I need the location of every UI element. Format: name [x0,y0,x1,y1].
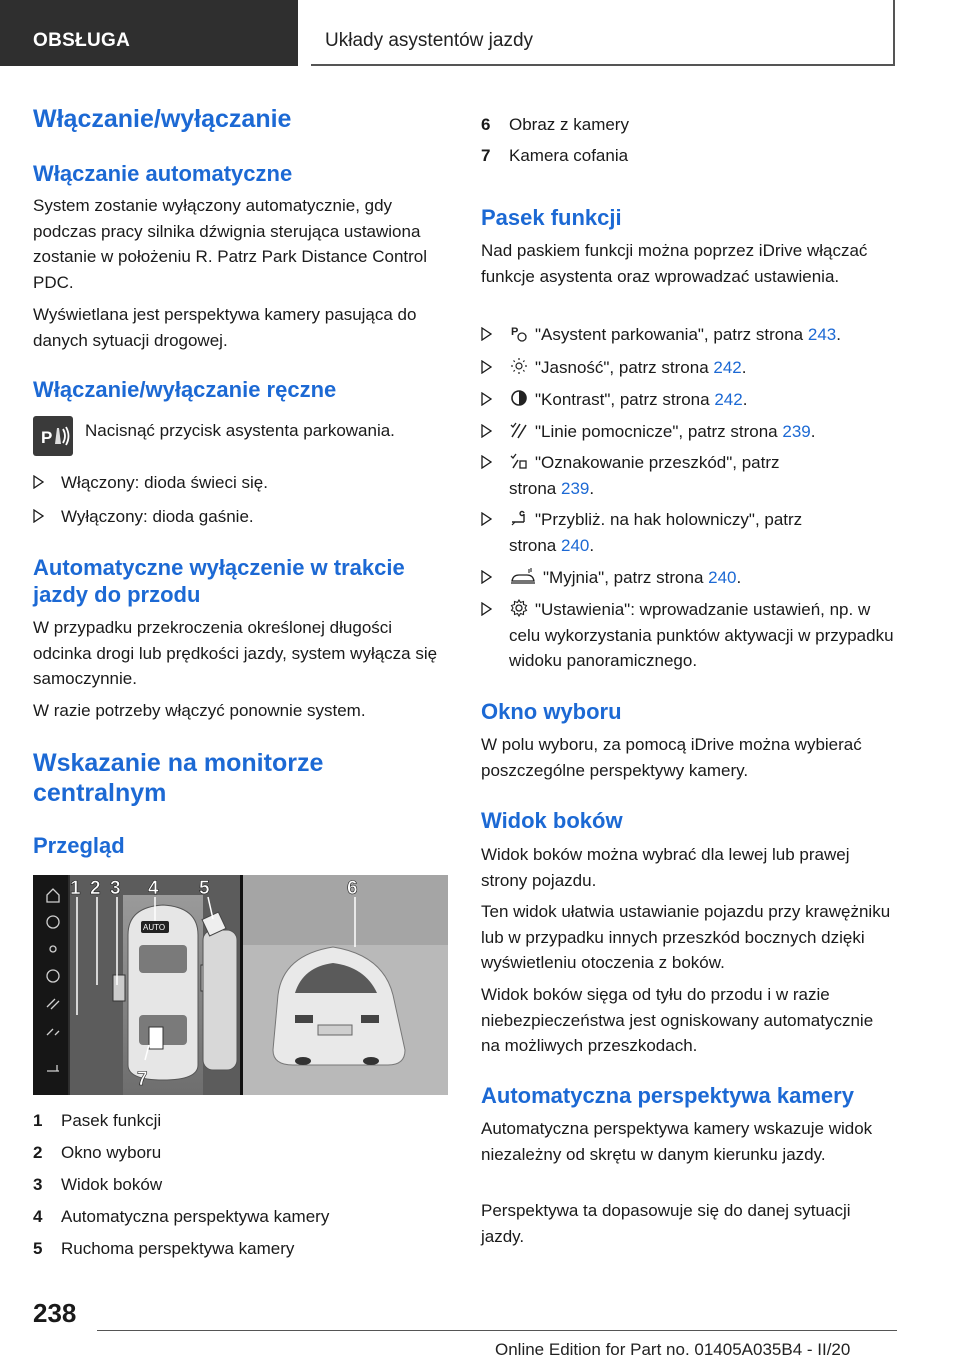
auto-off-paragraph-2: W razie potrzeby włączyć ponownie system. [33,701,366,720]
page-link[interactable]: 242 [714,390,743,409]
guide-lines-icon [509,420,529,440]
contrast-icon [509,388,529,408]
callout-number: 7 [137,1069,148,1090]
side-view-paragraph-2: Ten widok ułatwia ustawianie pojazdu przy krawężniku lub w przypadku innych przeszkód bocznych dzięki wyświetleniu otoczenia z boków. [481,902,891,972]
heading-function-bar: Pasek funkcji [481,205,622,230]
heading-on-off: Włączanie/wyłączanie [33,105,292,133]
bullet-triangle-icon [481,424,492,438]
tow-hitch-icon [509,508,529,528]
bullet-triangle-icon [33,509,44,523]
page-link[interactable]: 242 [713,358,742,377]
callout-number: 2 [90,878,101,899]
obstacle-marking-icon [509,451,529,471]
auto-paragraph-2: Wyświetlana jest perspektywa kamery pasująca do danych sytuacji drogowej. [33,305,417,350]
heading-selection-window: Okno wyboru [481,699,622,724]
bullet-triangle-icon [33,475,44,489]
page-header [0,0,960,66]
manual-paragraph: Nacisnąć przycisk asystenta parkowania. [85,421,395,440]
page-link[interactable]: 239 [560,479,590,498]
footer-divider [97,1330,897,1331]
auto-perspective-paragraph-2: Perspektywa ta dopasowuje się do danej sytuacji jazdy. [481,1201,851,1246]
brightness-icon [509,356,529,376]
bullet-triangle-icon [481,327,492,341]
camera-screen-figure [33,875,448,1095]
chapter-label: Układy asystentów jazdy [325,30,534,51]
callout-number: 4 [148,878,159,899]
heading-overview: Przegląd [33,833,125,858]
side-view-paragraph-1: Widok boków można wybrać dla lewej lub prawej strony pojazdu. [481,845,850,890]
bullet-led-on-text: Włączony: dioda świeci się. [61,473,268,492]
bullet-led-off-text: Wyłączony: dioda gaśnie. [61,507,254,526]
section-label: OBSŁUGA [33,30,131,51]
page-link[interactable]: 239 [782,422,811,441]
callout-number: 5 [199,878,210,899]
page-link[interactable]: 240 [560,536,590,555]
bullet-triangle-icon [481,512,492,526]
page-link[interactable]: 243 [807,325,837,344]
callout-number: 1 [70,878,81,899]
car-wash-icon [509,566,537,586]
park-assist-button-icon [33,416,73,456]
selection-paragraph: W polu wyboru, za pomocą iDrive można wybierać poszczególne perspektywy kamery. [481,735,862,780]
function-bar [33,875,69,1095]
heading-manual: Włączanie/wyłączanie ręczne [33,377,337,402]
callout-number: 6 [347,878,358,899]
parking-assistant-icon [509,323,529,343]
function-item-continuation: strona 239. [509,479,595,498]
callout-number: 3 [110,878,121,899]
function-item-continuation: strona 240. [509,536,595,555]
chapter-tab [311,0,895,66]
side-view-paragraph-3: Widok boków sięga od tyłu do przodu i w razie niebezpieczeństwa jest ogniskowany automatycznie na możliwych przeszkodach. [481,985,874,1055]
bullet-triangle-icon [481,455,492,469]
svg-text:P: P [41,428,53,447]
top-view-car [113,905,213,1080]
function-bar-paragraph: Nad paskiem funkcji można poprzez iDrive włączać funkcje asystenta oraz wprowadzać ustawienia. [481,241,868,286]
footer-edition: Online Edition for Part no. 01405A035B4 - II/20 [495,1340,851,1359]
auto-paragraph-1: System zostanie wyłączony automatycznie, gdy podczas pracy silnika dźwignia sterująca ustawiona zostanie w położeniu R. Patrz Park Distance Control PDC. [33,196,428,292]
page-link[interactable]: 240 [708,568,737,587]
heading-auto-off: Automatyczne wyłączenie w trakcie jazdy do przodu [33,555,405,607]
settings-icon [509,598,529,618]
heading-central-monitor: Wskazanie na monitorze centralnym [33,749,324,807]
bullet-triangle-icon [481,360,492,374]
auto-perspective-paragraph-1: Automatyczna perspektywa kamery wskazuje widok niezależny od skrętu w danym kierunku jazdy. [481,1119,873,1164]
page-number: 238 [33,1298,77,1328]
bullet-triangle-icon [481,602,492,616]
bullet-triangle-icon [481,570,492,584]
section-tab [0,0,298,66]
heading-auto-perspective: Automatyczna perspektywa kamery [481,1083,854,1108]
svg-text:P: P [511,326,519,338]
bullet-triangle-icon [481,392,492,406]
auto-off-paragraph-1: W przypadku przekroczenia określonej długości odcinka drogi lub prędkości jazdy, system wyłącza się samoczynnie. [33,618,438,688]
heading-auto-on: Włączanie automatyczne [33,161,293,186]
heading-side-view: Widok boków [481,808,623,833]
auto-label: AUTO [143,923,166,932]
